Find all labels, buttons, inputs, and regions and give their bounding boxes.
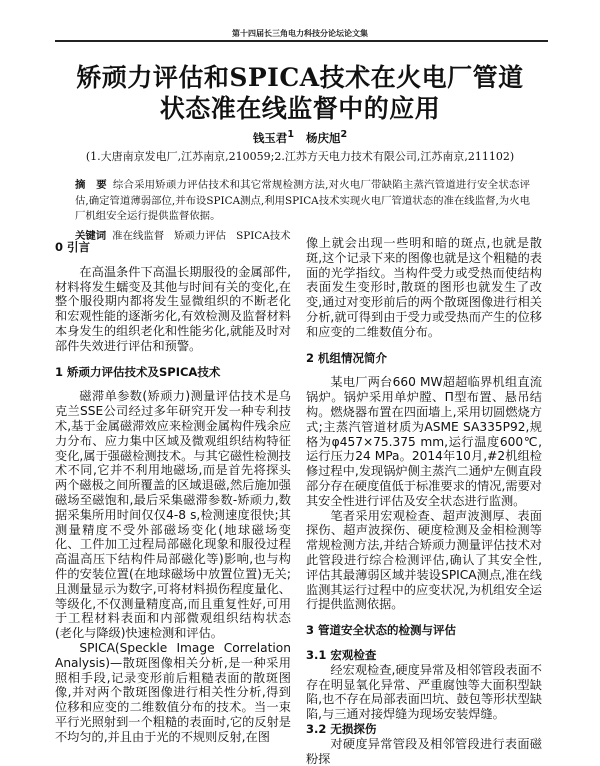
author-1: 钱玉君 [252, 130, 288, 145]
keyword: 准在线监督 [112, 230, 165, 242]
section-heading: 3 管道安全状态的检测与评估 [306, 623, 457, 638]
paragraph: 笔者采用宏观检查、超声波测厚、表面探伤、超声波探伤、硬度检测及金相检测等常规检测方法,并结合矫顽力测量评估技术对此管段进行综合检测评估,确认了其安全性,评估其最薄弱区域并装设SPICA测点,准在线监测其运行过程中的应变状况,为机组安全运行提供监测依据。 [306, 508, 542, 612]
paragraph: 磁滞单参数(矫顽力)测量评估技术是乌克兰SSE公司经过多年研究开发一种专利技术,基于金属磁滞效应来检测金属构件残余应力分布、应力集中区域及微观组织结构特征变化,属于强磁检测技术。与其它磁性检测技术不同,它并不利用地磁场,而是首先将探头两个磁极之间所覆盖的区域退磁,然后施加强磁场至磁饱和,最后采集磁滞参数-矫顽力,数据采集所用时间仅仅4-8 s,检测速度很快;其测量精度不受外部磁场变化(地球磁场变化、工件加工过程局部磁化现象和服役过程高温高压下结构件局部磁化等)影响,也与构件的安装位置(在地球磁场中放置位置)无关;且测量显示为数字,可将材料损伤程度量化、等级化,不仅测量精度高,而且重复性好,可用于工程材料表面和内部微观组织结构状态(老化与降级)快速检测和评估。 [55, 389, 291, 641]
authors [0, 129, 600, 146]
keyword: SPICA技术 [236, 230, 291, 242]
paragraph: 在高温条件下高温长期服役的金属部件,材料将发生蠕变及其他与时间有关的变化,在整个服役期内都将发生显微组织的不断老化和宏观性能的逐渐劣化,有效检测及监督材料本身发生的组织老化和性能劣化,就能及时对部件失效进行评估和预警。 [55, 264, 291, 353]
keyword: 矫顽力评估 [174, 230, 227, 242]
abstract-text: 综合采用矫顽力评估技术和其它常规检测方法,对火电厂带缺陷主蒸汽管道进行安全状态评估,确定管道薄弱部位,并布设SPICA测点,利用SPICA技术实现火电厂管道状态的准在线监督,为火电厂机组安全运行提供监督依据。 [75, 179, 530, 222]
section-heading: 1 矫顽力评估技术及SPICA技术 [55, 364, 221, 379]
running-header: 第十四届长三角电力科技分论坛论文集 [232, 29, 368, 38]
author-2-affil: 2 [340, 129, 348, 140]
section-heading: 0 引言 [55, 240, 91, 254]
right-column [306, 236, 542, 766]
keywords-label: 关键词 [75, 230, 107, 242]
affiliations: (1.大唐南京发电厂,江苏南京,210059;2.江苏方天电力技术有限公司,江苏南京,211102) [85, 150, 515, 163]
paragraph-continued: 像上就会出现一些明和暗的斑点,也就是散斑,这个记录下来的图像也就是这个粗糙的表面的光学指纹。当构件受力或受热而使结构表面发生变形时,散斑的图形也就发生了改变,通过对变形前后的两个散斑图像进行相关分析,就可得到由于受力或受热而产生的位移和应变的二维数值分布。 [306, 236, 542, 339]
paper-title-line-2: 状态准在线监督中的应用 [159, 94, 441, 123]
paragraph: SPICA(Speckle Image Correlation Analysis)—散斑图像相关分析,是一种采用照相手段,记录变形前后粗糙表面的散斑图像,并对两个散斑图像进行相关性分析,得到位移和应变的二维数值分布的技术。当一束平行光照射到一个粗糙的表面时,它的反射是不均匀的,并且由于光的不规则反射,在图 [55, 640, 291, 744]
author-2: 杨庆旭 [306, 130, 341, 145]
paragraph: 经宏观检查,硬度异常及相邻管段表面不存在明显氧化异常、严重腐蚀等大面积型缺陷,也不存在局部表面凹坑、鼓包等形状型缺陷,与三通对接焊缝为现场安装焊缝。 [306, 662, 542, 722]
paper-title-line-1: 矫顽力评估和SPICA技术在火电厂管道 [76, 63, 524, 92]
header-rule [55, 40, 548, 42]
subsection-heading: 3.2 无损探伤 [306, 721, 377, 736]
abstract-label: 摘 要 [75, 179, 107, 191]
paragraph: 对硬度异常管段及相邻管段进行表面磁粉探 [306, 736, 542, 766]
subsection-heading: 3.1 宏观检查 [306, 647, 377, 662]
section-heading: 2 机组情况简介 [306, 350, 388, 365]
abstract [75, 178, 530, 225]
left-column [55, 240, 291, 745]
paragraph: 某电厂两台660 MW超超临界机组直流锅炉。锅炉采用单炉膛、Π型布置、悬吊结构。燃烧器布置在四面墙上,采用切圆燃烧方式;主蒸汽管道材质为ASME SA335P92,规格为φ457×75.375 mm,运行温度600℃,运行压力24 MPa。2014年10月,#2机组检修过程中,发现锅炉侧主蒸汽二通炉左侧直段部分存在硬度值低于标准要求的情况,需要对其安全性进行评估及安全状态进行监测。 [306, 375, 542, 508]
author-1-affil: 1 [287, 129, 294, 140]
